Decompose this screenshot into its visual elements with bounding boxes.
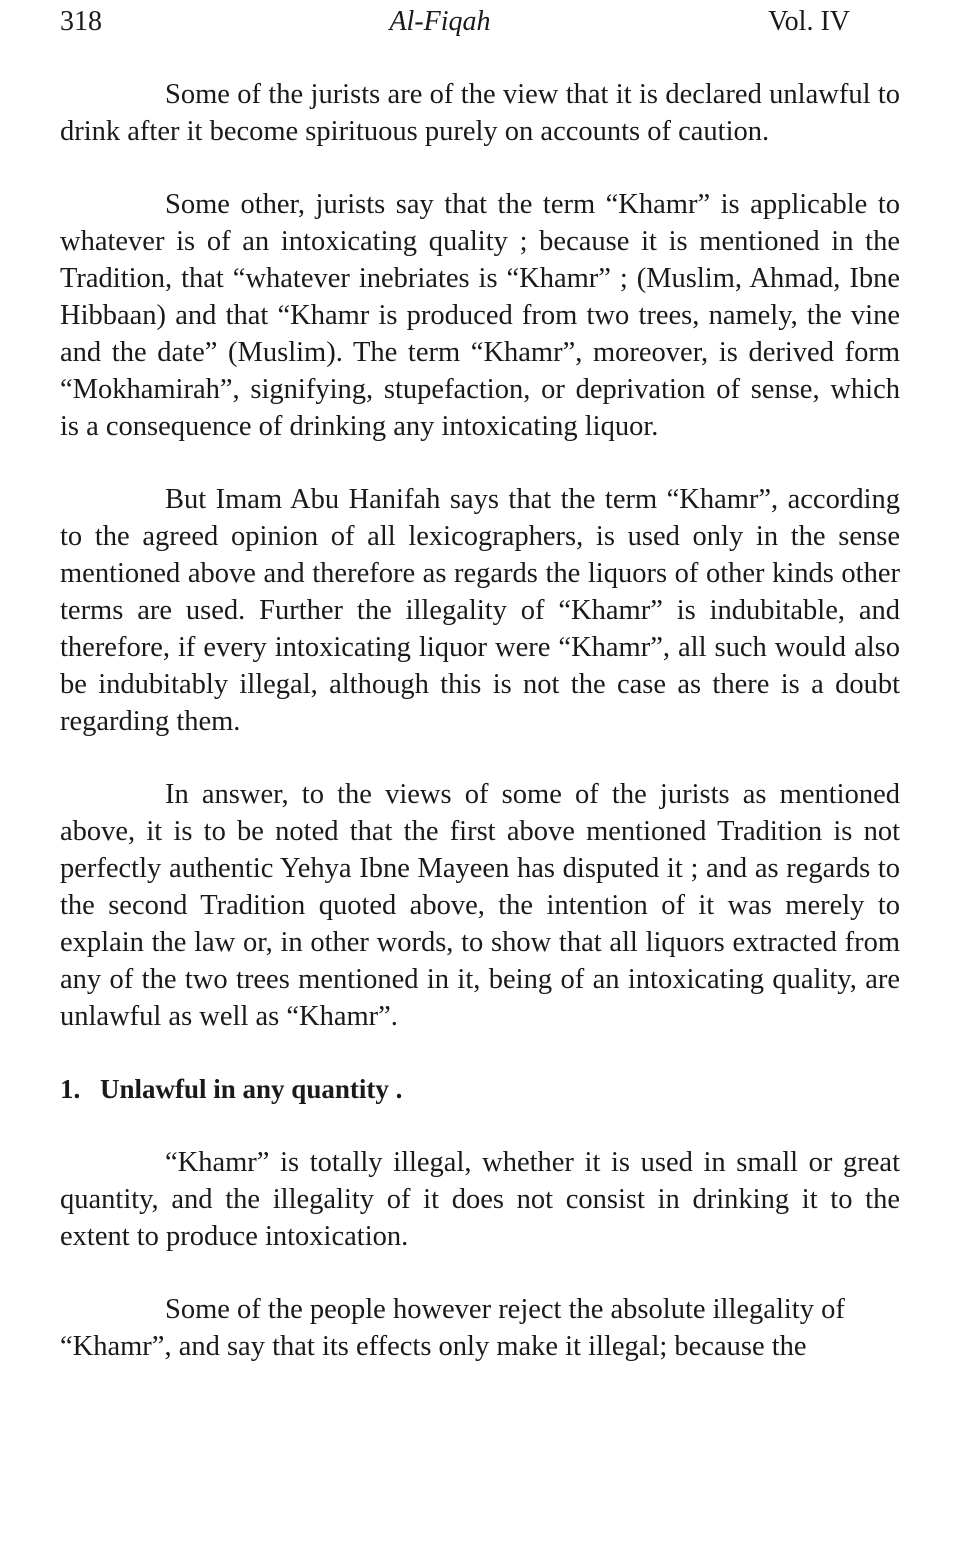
section-number: 1. bbox=[60, 1074, 81, 1104]
running-header bbox=[60, 2, 850, 42]
paragraph: “Khamr” is totally illegal, whether it is used in small or great quantity, and the illegality of it does not consist in drinking it to the extent to produce intoxication. bbox=[60, 1147, 900, 1252]
volume-label: Vol. IV bbox=[768, 6, 850, 37]
page-number: 318 bbox=[60, 6, 102, 37]
body-text bbox=[60, 76, 900, 1365]
section-title: Unlawful in any quantity . bbox=[100, 1074, 403, 1104]
book-title: Al-Fiqah bbox=[389, 6, 491, 37]
paragraph: But Imam Abu Hanifah says that the term “Khamr”, according to the agreed opinion of all lexicographers, is used only in the sense mentioned above and therefore as regards the liquors of other kinds other terms are used. Further the illegality of “Khamr” is indubitable, and therefore, if every intoxicating liquor were “Khamr”, all such would also be indubitably illegal, although this is not the case as there is a doubt regarding them. bbox=[60, 484, 900, 737]
section-heading bbox=[60, 1071, 900, 1108]
paragraph: Some of the people however reject the absolute illegality of “Khamr”, and say that its effects only make it illegal; because the bbox=[60, 1294, 845, 1362]
paragraph: Some other, jurists say that the term “Khamr” is applicable to whatever is of an intoxicating quality ; because it is mentioned in the Tradition, that “whatever inebriates is “Khamr” ; (Muslim, Ahmad, Ibne Hibbaan) and that “Khamr is produced from two trees, namely, the vine and the date” (Muslim). The term “Khamr”, moreover, is derived form “Mokhamirah”, signifying, stupefaction, or deprivation of sense, which is a consequence of drinking any intoxicating liquor. bbox=[60, 189, 900, 442]
paragraph: In answer, to the views of some of the jurists as mentioned above, it is to be noted that the first above mentioned Tradition is not perfectly authentic Yehya Ibne Mayeen has disputed it ; and as regards to the second Tradition quoted above, the intention of it was merely to explain the law or, in other words, to show that all liquors extracted from any of the two trees mentioned in it, being of an intoxicating quality, are unlawful as well as “Khamr”. bbox=[60, 779, 900, 1032]
paragraph: Some of the jurists are of the view that it is declared unlawful to drink after it become spirituous purely on accounts of caution. bbox=[60, 79, 900, 147]
